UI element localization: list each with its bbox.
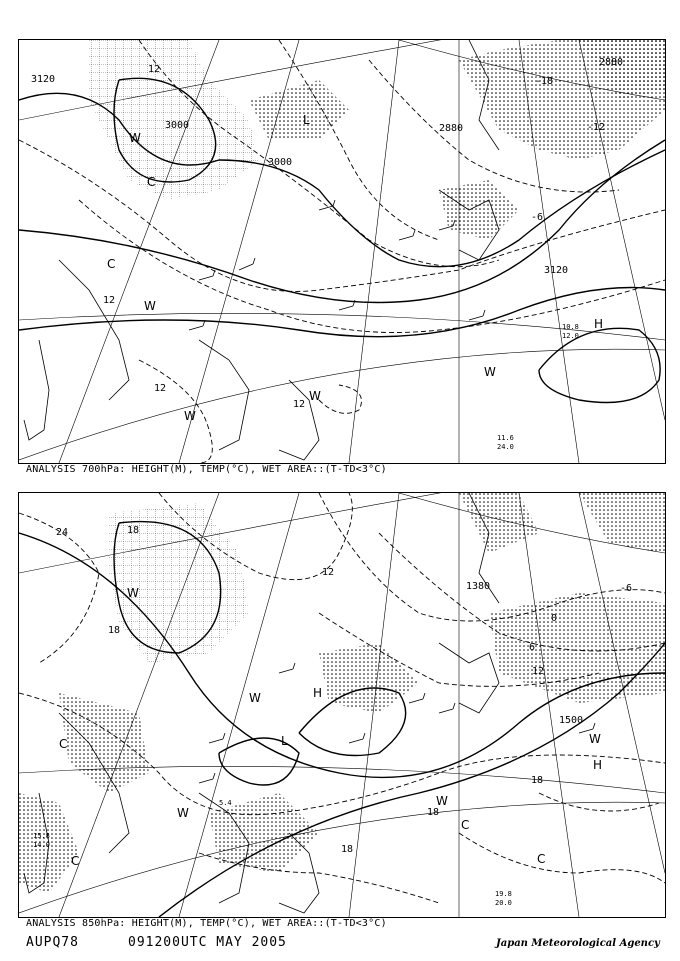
map-panel-850hpa bbox=[18, 492, 666, 918]
contour-label: -6 bbox=[620, 583, 633, 594]
high-center: H bbox=[313, 686, 323, 700]
warm-center: W bbox=[589, 732, 601, 746]
chart-code: AUPQ78 bbox=[26, 935, 79, 950]
cold-center: C bbox=[461, 818, 470, 832]
contour-label: 18 bbox=[531, 775, 544, 786]
contour-label: 18 bbox=[427, 807, 440, 818]
station-value: 12.0 bbox=[562, 332, 579, 340]
contour-label: 24 bbox=[56, 527, 69, 538]
warm-center: W bbox=[484, 365, 496, 379]
contour-label: 12 bbox=[532, 666, 545, 677]
station-value: 20.0 bbox=[495, 899, 512, 907]
cold-center: C bbox=[537, 852, 546, 866]
contour-label: 6 bbox=[529, 642, 536, 653]
contour-label: 12 bbox=[148, 64, 161, 75]
contour-label: 2880 bbox=[599, 57, 624, 68]
warm-center: W bbox=[184, 409, 196, 423]
cold-center: C bbox=[107, 257, 116, 271]
station-value: 11.6 bbox=[497, 434, 514, 442]
warm-center: W bbox=[436, 794, 448, 808]
caption-850hpa: ANALYSIS 850hPa: HEIGHT(M), TEMP(°C), WET AREA::(T-TD<3°C) bbox=[26, 918, 387, 929]
contour-label: 12 bbox=[293, 399, 306, 410]
station-value: 5.4 bbox=[219, 799, 232, 807]
warm-center: W bbox=[129, 131, 141, 145]
contour-label: 18 bbox=[341, 844, 354, 855]
cold-center: C bbox=[59, 737, 68, 751]
contour-label: 12 bbox=[322, 567, 335, 578]
warm-center: W bbox=[249, 691, 261, 705]
contour-label: 3000 bbox=[268, 157, 293, 168]
station-values-700hpa bbox=[497, 323, 579, 451]
contour-label: 12 bbox=[103, 295, 116, 306]
warm-center: W bbox=[309, 389, 321, 403]
low-center: L bbox=[303, 113, 310, 127]
contour-label: 3120 bbox=[31, 74, 56, 85]
contour-label: -18 bbox=[535, 76, 554, 87]
cold-center: C bbox=[147, 175, 156, 189]
map-850hpa bbox=[19, 493, 665, 917]
contour-label: -12 bbox=[587, 122, 606, 133]
warm-center: W bbox=[177, 806, 189, 820]
contour-label: 3000 bbox=[165, 120, 190, 131]
contour-label: 3120 bbox=[544, 265, 569, 276]
contour-label: 2880 bbox=[439, 123, 464, 134]
wind-barbs-700hpa bbox=[189, 200, 485, 330]
cold-center: C bbox=[71, 854, 80, 868]
high-center: H bbox=[594, 317, 604, 331]
station-value: 24.0 bbox=[497, 443, 514, 451]
caption-700hpa: ANALYSIS 700hPa: HEIGHT(M), TEMP(°C), WET AREA::(T-TD<3°C) bbox=[26, 464, 387, 475]
contour-label: 1380 bbox=[466, 581, 491, 592]
contour-label: 1500 bbox=[559, 715, 584, 726]
station-value: 19.8 bbox=[495, 890, 512, 898]
contour-label: 18 bbox=[108, 625, 121, 636]
contour-label: 18 bbox=[127, 525, 140, 536]
contour-label: -6 bbox=[531, 212, 544, 223]
chart-valid-time: 091200UTC MAY 2005 bbox=[128, 935, 287, 950]
station-value: 15.8 bbox=[33, 832, 50, 840]
station-value: 10.8 bbox=[562, 323, 579, 331]
high-center: H bbox=[593, 758, 603, 772]
contour-label: 12 bbox=[154, 383, 167, 394]
warm-center: W bbox=[144, 299, 156, 313]
station-value: 14.0 bbox=[33, 841, 50, 849]
warm-center: W bbox=[127, 586, 139, 600]
contour-label: 0 bbox=[551, 613, 558, 624]
low-center: L bbox=[281, 734, 288, 748]
agency-name: Japan Meteorological Agency bbox=[496, 938, 660, 949]
map-panel-700hpa bbox=[18, 39, 666, 464]
map-700hpa bbox=[19, 40, 665, 463]
